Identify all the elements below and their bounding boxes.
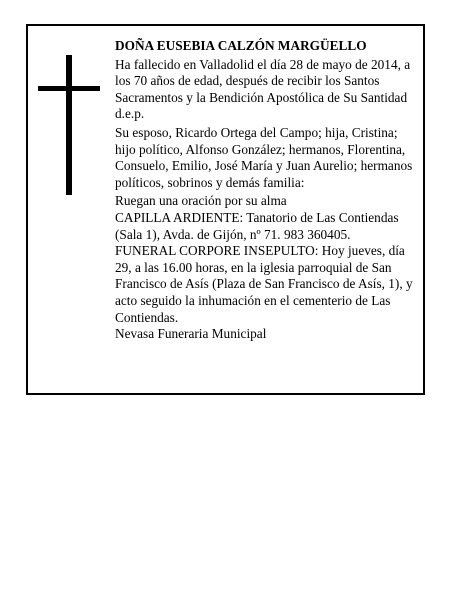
family-list: Su esposo, Ricardo Ortega del Campo; hija, Cristina; hijo político, Alfonso González; hermanos, Florentina, Consuelo, Emilio, José María y Juan Aurelio; hermanos políticos, sobrinos y demás familia: (115, 124, 413, 190)
notice-text (115, 38, 421, 343)
dep-line: d.e.p. (115, 106, 145, 122)
deceased-name: DOÑA EUSEBIA CALZÓN MARGÜELLO (115, 38, 367, 53)
cross-icon (38, 55, 100, 195)
death-announcement: Ha fallecido en Valladolid el día 28 de mayo de 2014, a los 70 años de edad, después de recibir los Santos Sacramentos y la Bendición Apostólica de Su Santidad (115, 56, 411, 105)
obituary-notice (26, 24, 425, 395)
prayer-request: Ruegan una oración por su alma (115, 193, 287, 209)
funeral-info: FUNERAL CORPORE INSEPULTO: Hoy jueves, día 29, a las 16.00 horas, en la iglesia parroquial de San Francisco de Asís (Plaza de San Francisco de Asís, 1), y acto seguido la inhumación en el cementerio de Las Contiendas. (115, 243, 413, 325)
chapel-info: CAPILLA ARDIENTE: Tanatorio de Las Contiendas (Sala 1), Avda. de Gijón, nº 71. 983 360405. (115, 209, 399, 242)
funeral-home: Nevasa Funeraria Municipal (115, 326, 267, 342)
